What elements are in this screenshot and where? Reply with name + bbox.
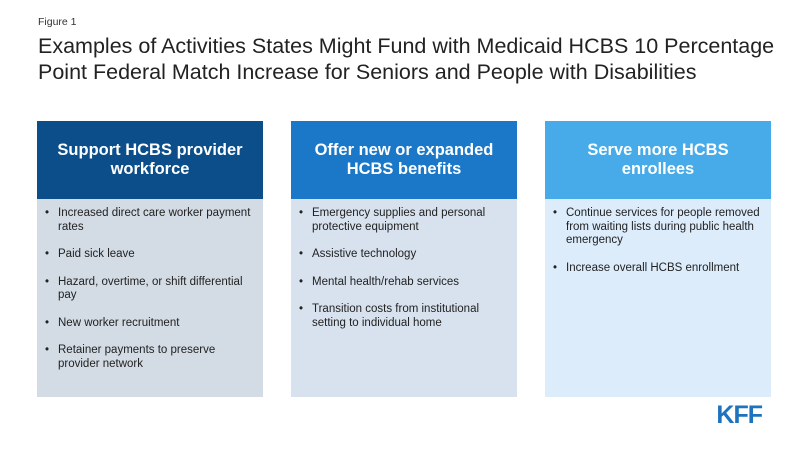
list-item [299, 276, 509, 290]
list-item [299, 303, 509, 330]
bullet-icon: • [45, 316, 50, 329]
column-provider-workforce [37, 121, 263, 397]
column-more-enrollees [545, 121, 771, 397]
list-item-text: Hazard, overtime, or shift differential pay [58, 275, 243, 301]
figure-title: Examples of Activities States Might Fund with Medicaid HCBS 10 Percentage Point Federal Match Increase for Seniors and People with Disabilities [38, 34, 775, 84]
list-item [299, 207, 509, 234]
column-body [37, 199, 263, 397]
bullet-icon: • [299, 275, 304, 288]
column-header: Offer new or expanded HCBS benefits [291, 121, 517, 199]
column-expanded-benefits [291, 121, 517, 397]
list-item-text: Increased direct care worker payment rates [58, 207, 251, 233]
bullet-icon: • [299, 303, 304, 315]
list-item [553, 262, 763, 276]
list-item-text: Continue services for people removed from waiting lists during public health emergency [566, 207, 760, 246]
bullet-icon: • [553, 261, 558, 274]
bullet-icon: • [45, 248, 50, 260]
list-item-text: Assistive technology [312, 248, 417, 260]
bullet-icon: • [45, 275, 50, 288]
bullet-icon: • [299, 207, 304, 219]
column-header: Support HCBS provider workforce [37, 121, 263, 199]
kff-logo: KFF [716, 401, 762, 429]
list-item-text: Transition costs from institutional setting to individual home [312, 303, 480, 329]
list-item [45, 344, 255, 371]
bullet-list [45, 207, 255, 371]
bullet-list [299, 207, 509, 330]
bullet-icon: • [45, 344, 50, 356]
list-item [45, 248, 255, 262]
list-item-text: Increase overall HCBS enrollment [566, 261, 740, 274]
bullet-icon: • [45, 207, 50, 219]
list-item-text: Paid sick leave [58, 248, 135, 260]
list-item-text: Mental health/rehab services [312, 275, 460, 288]
figure-label: Figure 1 [38, 16, 77, 28]
bullet-icon: • [299, 248, 304, 260]
list-item-text: Emergency supplies and personal protective equipment [312, 207, 486, 233]
column-body [545, 199, 771, 397]
list-item-text: Retainer payments to preserve provider network [58, 344, 216, 370]
list-item [553, 207, 763, 248]
list-item [45, 276, 255, 303]
column-header: Serve more HCBS enrollees [545, 121, 771, 199]
column-body [291, 199, 517, 397]
bullet-icon: • [553, 207, 558, 219]
bullet-list [553, 207, 763, 275]
list-item [45, 317, 255, 331]
list-item [45, 207, 255, 234]
list-item-text: New worker recruitment [58, 316, 180, 329]
list-item [299, 248, 509, 262]
